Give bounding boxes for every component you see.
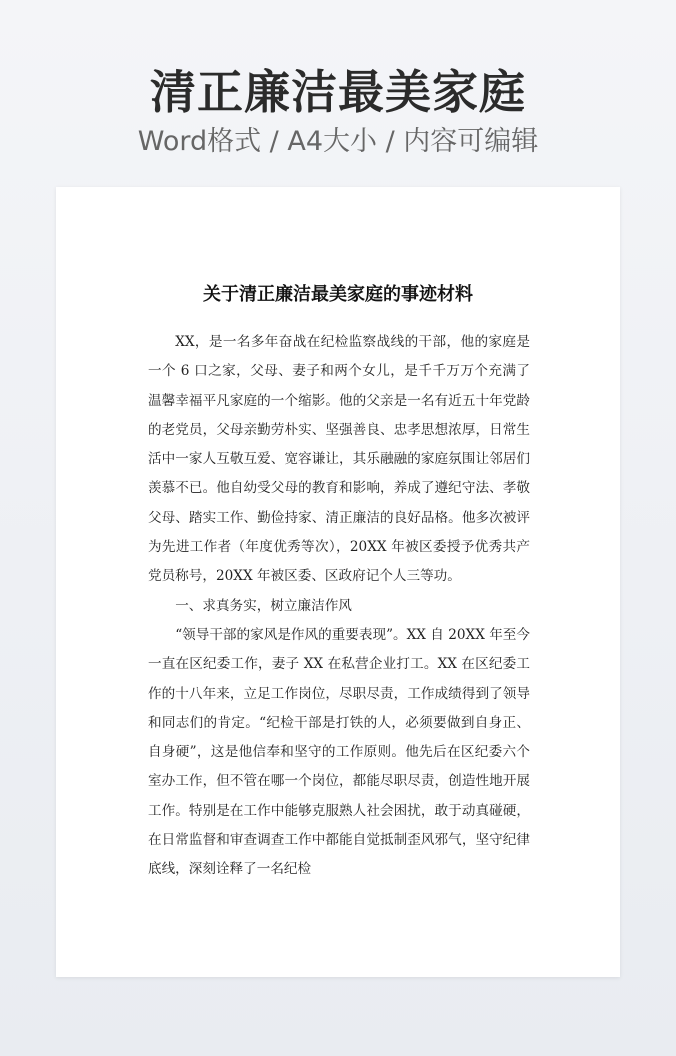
section-heading: 一、求真务实，树立廉洁作风: [175, 597, 352, 614]
banner-subtitle: Word格式 / A4大小 / 内容可编辑: [137, 126, 539, 157]
document-body: [148, 328, 530, 885]
paragraph-intro: XX，是一名多年奋战在纪检监察战线的干部，他的家庭是一个 6 口之家，父母、妻子和两个女儿，是千千万万个充满了温馨幸福平凡家庭的一个缩影。他的父亲是一名有近五十年党龄的老党员，父母亲勤劳朴实、坚强善良、忠孝思想浓厚，日常生活中一家人互敬互爱、宽容谦让，其乐融融的家庭氛围让邻居们羡慕不已。他自幼受父母的教育和影响，养成了遵纪守法、孝敬父母、踏实工作、勤俭持家、清正廉洁的良好品格。他多次被评为先进工作者（年度优秀等次），20XX 年被区委授予优秀共产党员称号，20XX 年被区委、区政府记个人三等功。: [148, 334, 530, 585]
banner-title: 清正廉洁最美家庭: [150, 65, 526, 119]
document-title: 关于清正廉洁最美家庭的事迹材料: [203, 284, 473, 305]
document-page: [56, 187, 620, 977]
paragraph-section-1: “领导干部的家风是作风的重要表现”。XX 自 20XX 年至今一直在区纪委工作，妻子 XX 在私营企业打工。XX 在区纪委工作的十八年来，立足工作岗位，尽职尽责，工作成绩得到了领导和同志们的肯定。“纪检干部是打铁的人，必须要做到自身正、自身硬”，这是他信奉和坚守的工作原则。他先后在区纪委六个室办工作，但不管在哪一个岗位，都能尽职尽责，创造性地开展工作。特别是在工作中能够克服熟人社会困扰，敢于动真碰硬，在日常监督和审查调查工作中都能自觉抵制歪风邪气，坚守纪律底线，深刻诠释了一名纪检: [148, 626, 530, 878]
banner: [0, 62, 676, 160]
